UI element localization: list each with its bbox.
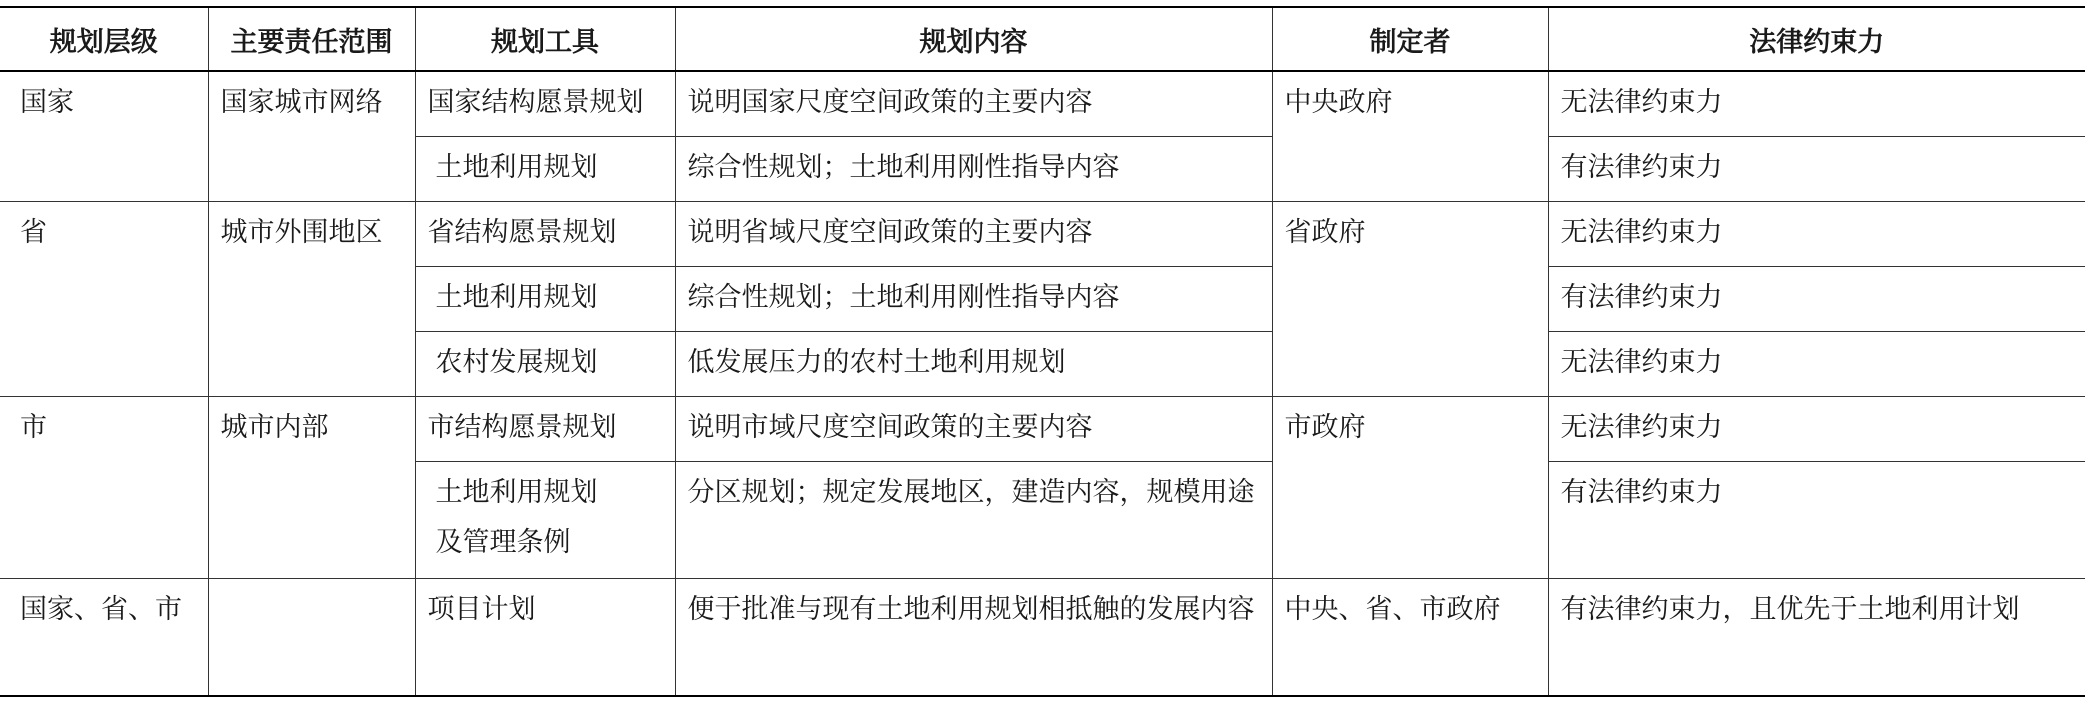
table-row [0, 397, 2085, 462]
maker-cell: 市政府 [1272, 397, 1548, 579]
table-row [0, 71, 2085, 137]
header-planning-tool: 规划工具 [415, 7, 675, 71]
legal-cell: 有法律约束力，且优先于土地利用计划 [1548, 579, 2085, 697]
content-cell: 综合性规划；土地利用刚性指导内容 [675, 137, 1272, 202]
tool-cell: 国家结构愿景规划 [415, 71, 675, 137]
tool-line-2: 及管理条例 [435, 527, 571, 558]
level-cell: 国家、省、市 [0, 579, 208, 697]
header-legal-force: 法律约束力 [1548, 7, 2085, 71]
planning-system-table [0, 6, 2085, 697]
header-planning-content: 规划内容 [675, 7, 1272, 71]
content-cell: 说明省域尺度空间政策的主要内容 [675, 202, 1272, 267]
content-cell: 综合性规划；土地利用刚性指导内容 [675, 267, 1272, 332]
maker-cell: 中央政府 [1272, 71, 1548, 202]
level-cell: 市 [0, 397, 208, 579]
header-responsibility-scope: 主要责任范围 [208, 7, 415, 71]
tool-cell: 土地利用规划 [415, 137, 675, 202]
content-cell: 说明国家尺度空间政策的主要内容 [675, 71, 1272, 137]
table-header-row [0, 7, 2085, 71]
legal-cell: 无法律约束力 [1548, 332, 2085, 397]
scope-cell: 城市内部 [208, 397, 415, 579]
scope-cell [208, 579, 415, 697]
legal-cell: 无法律约束力 [1548, 397, 2085, 462]
legal-cell: 无法律约束力 [1548, 202, 2085, 267]
tool-cell: 土地利用规划 [415, 267, 675, 332]
maker-cell: 中央、省、市政府 [1272, 579, 1548, 697]
tool-cell: 农村发展规划 [415, 332, 675, 397]
table-row [0, 579, 2085, 697]
content-cell: 说明市域尺度空间政策的主要内容 [675, 397, 1272, 462]
header-planning-level: 规划层级 [0, 7, 208, 71]
legal-cell: 有法律约束力 [1548, 462, 2085, 579]
tool-cell: 项目计划 [415, 579, 675, 697]
legal-cell: 有法律约束力 [1548, 267, 2085, 332]
content-cell: 低发展压力的农村土地利用规划 [675, 332, 1272, 397]
level-cell: 省 [0, 202, 208, 397]
scope-cell: 城市外围地区 [208, 202, 415, 397]
legal-cell: 有法律约束力 [1548, 137, 2085, 202]
table-row [0, 202, 2085, 267]
planning-table-container [0, 6, 2085, 697]
tool-line-1: 土地利用规划 [435, 477, 598, 508]
content-cell: 便于批准与现有土地利用规划相抵触的发展内容 [675, 579, 1272, 697]
tool-cell: 市结构愿景规划 [415, 397, 675, 462]
scope-cell: 国家城市网络 [208, 71, 415, 202]
legal-cell: 无法律约束力 [1548, 71, 2085, 137]
header-maker: 制定者 [1272, 7, 1548, 71]
content-cell: 分区规划；规定发展地区，建造内容，规模用途 [675, 462, 1272, 579]
tool-cell [415, 462, 675, 579]
tool-cell: 省结构愿景规划 [415, 202, 675, 267]
level-cell: 国家 [0, 71, 208, 202]
maker-cell: 省政府 [1272, 202, 1548, 397]
